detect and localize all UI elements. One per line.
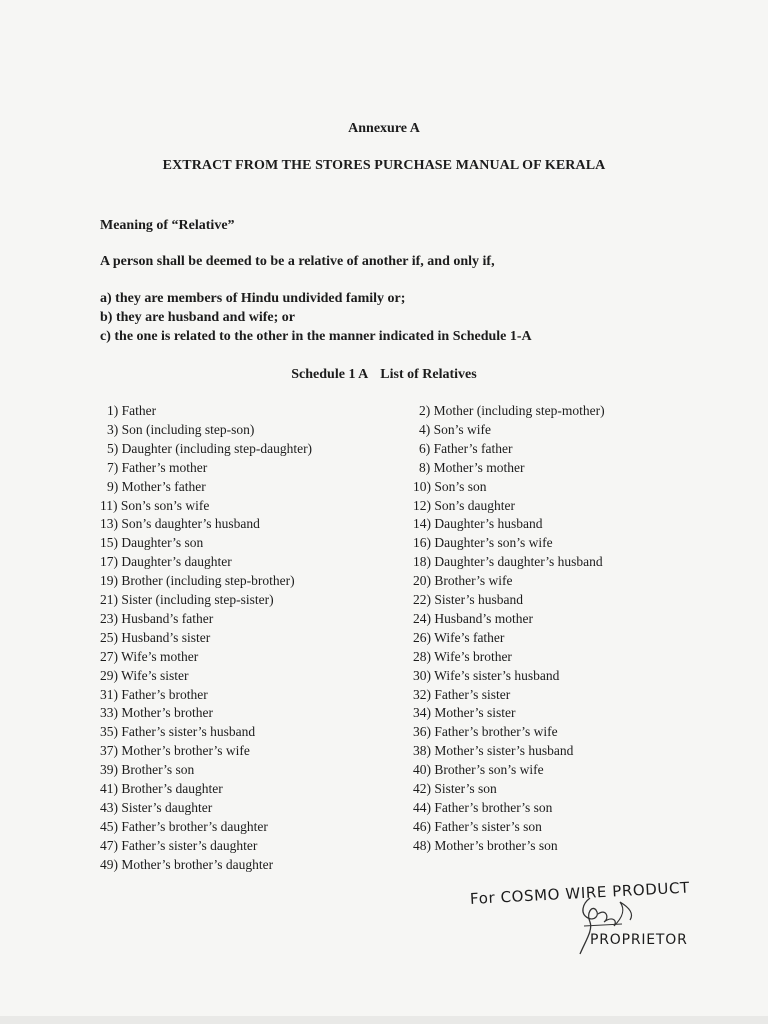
condition-b: b) they are husband and wife; or (100, 310, 295, 325)
relative-item: 33) Mother’s brother (100, 705, 213, 721)
relative-item: 9) Mother’s father (107, 478, 206, 494)
relative-item: 18) Daughter’s daughter’s husband (413, 554, 603, 570)
scan-edge (0, 1016, 768, 1024)
relative-item: 43) Sister’s daughter (100, 799, 213, 815)
stamp-firm-name: For COSMO WIRE PRODUCT (469, 878, 691, 908)
schedule-heading (0, 367, 768, 383)
relative-item: 13) Son’s daughter’s husband (100, 516, 260, 532)
relative-item: 6) Father’s father (419, 440, 513, 456)
relative-item: 46) Father’s sister’s son (413, 818, 542, 834)
annexure-title: Annexure A (348, 121, 420, 136)
relative-item: 5) Daughter (including step-daughter) (107, 440, 313, 456)
relative-item: 8) Mother’s mother (419, 459, 525, 475)
relative-item: 16) Daughter’s son’s wife (413, 535, 553, 551)
relative-item: 11) Son’s son’s wife (100, 497, 210, 513)
relative-item: 4) Son’s wife (419, 421, 491, 437)
relative-item: 34) Mother’s sister (413, 705, 516, 721)
relative-item: 38) Mother’s sister’s husband (413, 743, 574, 759)
relative-item: 30) Wife’s sister’s husband (413, 667, 560, 683)
relative-item: 17) Daughter’s daughter (100, 554, 232, 570)
definition-intro: A person shall be deemed to be a relative of another if, and only if, (100, 254, 495, 269)
relative-item: 39) Brother’s son (100, 762, 195, 778)
relative-item: 26) Wife’s father (413, 629, 505, 645)
relative-item: 14) Daughter’s husband (413, 516, 543, 532)
relative-item: 48) Mother’s brother’s son (413, 837, 558, 853)
relative-item: 49) Mother’s brother’s daughter (100, 856, 274, 872)
relative-item: 15) Daughter’s son (100, 535, 204, 551)
relative-item: 20) Brother’s wife (413, 573, 513, 589)
relative-item: 27) Wife’s mother (100, 648, 199, 664)
relative-item: 23) Husband’s father (100, 610, 214, 626)
relative-item: 1) Father (107, 403, 157, 418)
relative-item: 40) Brother’s son’s wife (413, 762, 544, 778)
relative-item: 28) Wife’s brother (413, 648, 512, 664)
relative-item: 22) Sister’s husband (413, 592, 523, 607)
relative-item: 19) Brother (including step-brother) (100, 573, 295, 589)
section-heading: Meaning of “Relative” (100, 218, 235, 233)
relative-item: 47) Father’s sister’s daughter (100, 837, 258, 853)
relative-item: 42) Sister’s son (413, 781, 497, 796)
relative-item: 36) Father’s brother’s wife (413, 724, 558, 740)
relative-item: 10) Son’s son (413, 478, 487, 494)
relative-item: 35) Father’s sister’s husband (100, 724, 256, 740)
condition-a: a) they are members of Hindu undivided family or; (100, 291, 406, 306)
condition-c: c) the one is related to the other in the manner indicated in Schedule 1-A (100, 329, 532, 344)
relative-item: 45) Father’s brother’s daughter (100, 818, 268, 834)
relative-item: 44) Father’s brother’s son (413, 799, 553, 815)
relative-item: 3) Son (including step-son) (107, 421, 255, 437)
relative-item: 12) Son’s daughter (413, 497, 515, 513)
relative-item: 7) Father’s mother (107, 459, 208, 475)
relative-item: 21) Sister (including step-sister) (100, 592, 274, 607)
schedule-label: Schedule 1 A (291, 367, 369, 382)
relative-item: 37) Mother’s brother’s wife (100, 743, 250, 759)
relative-item: 41) Brother’s daughter (100, 781, 223, 796)
relative-item: 25) Husband’s sister (100, 629, 211, 645)
relative-item: 2) Mother (including step-mother) (419, 403, 605, 418)
schedule-subtitle: List of Relatives (380, 367, 477, 382)
stamp-title: PROPRIETOR (590, 932, 688, 948)
relative-item: 31) Father’s brother (100, 686, 208, 702)
relative-item: 32) Father’s sister (413, 686, 511, 702)
document-title: EXTRACT FROM THE STORES PURCHASE MANUAL OF KERALA (162, 158, 606, 173)
relative-item: 29) Wife’s sister (100, 667, 189, 683)
relative-item: 24) Husband’s mother (413, 610, 533, 626)
